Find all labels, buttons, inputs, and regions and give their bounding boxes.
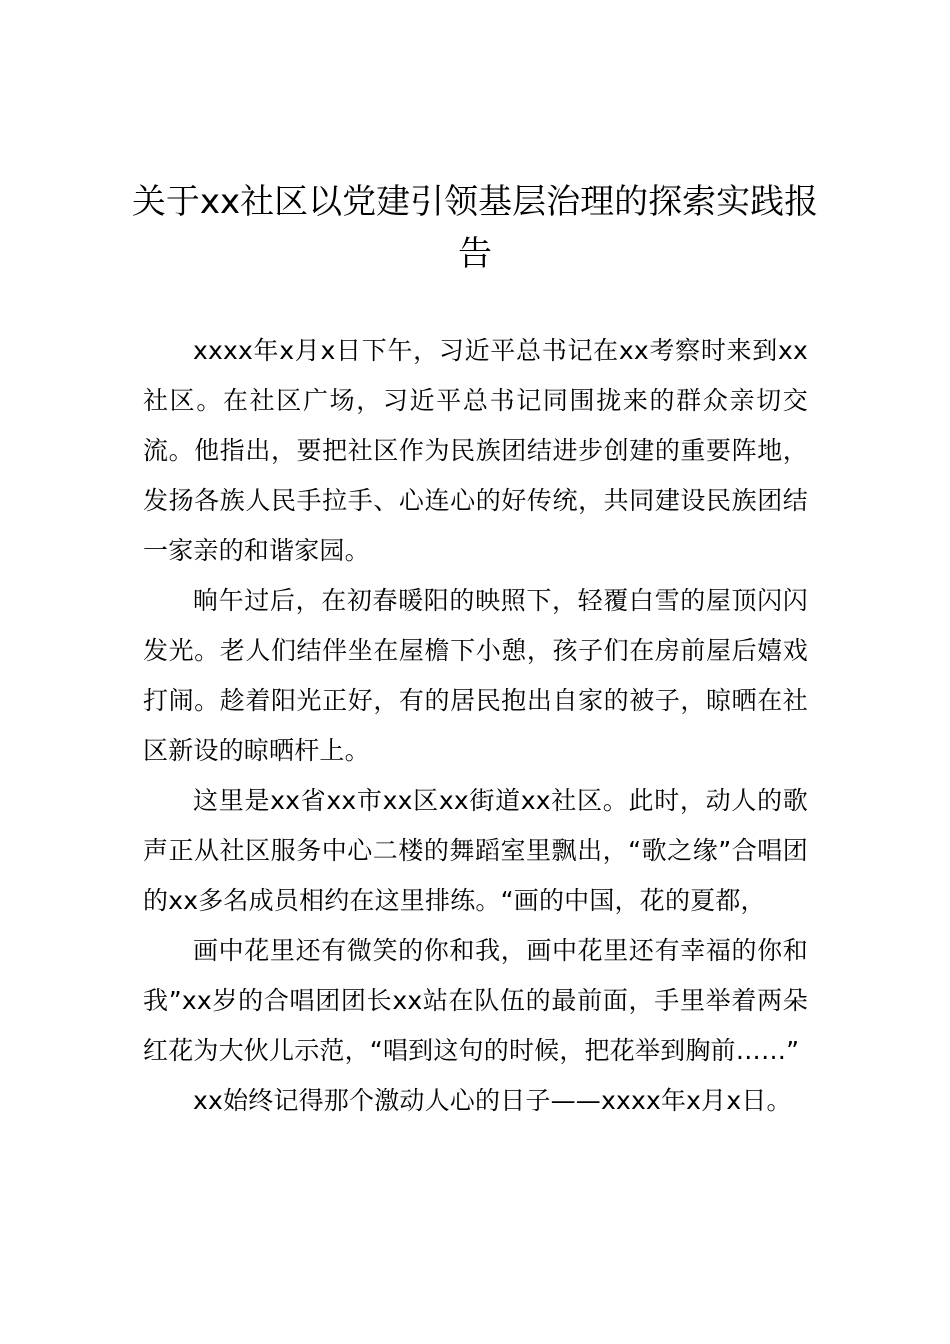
paragraph-1: xxxx年x月x日下午，习近平总书记在xx考察时来到xx社区。在社区广场，习近平总书记同围拢来的群众亲切交流。他指出，要把社区作为民族团结进步创建的重要阵地，发扬各族人民手拉手、心连心的好传统，共同建设民族团结一家亲的和谐家园。 xyxy=(143,336,808,565)
document-body xyxy=(143,326,808,1126)
document-title: 关于xx社区以党建引领基层治理的探索实践报告 xyxy=(131,182,819,274)
paragraph-2: 晌午过后，在初春暖阳的映照下，轻覆白雪的屋顶闪闪发光。老人们结伴坐在屋檐下小憩，孩子们在房前屋后嬉戏打闹。趁着阳光正好，有的居民抱出自家的被子，晾晒在社区新设的晾晒杆上。 xyxy=(143,586,808,765)
paragraph-5: xx始终记得那个激动人心的日子——xxxx年x月x日。 xyxy=(193,1086,792,1115)
paragraph-4: 画中花里还有微笑的你和我，画中花里还有幸福的你和我”xx岁的合唱团团长xx站在队伍的最前面，手里举着两朵红花为大伙儿示范，“唱到这句的时候，把花举到胸前……” xyxy=(143,936,808,1065)
paragraph-3: 这里是xx省xx市xx区xx街道xx社区。此时，动人的歌声正从社区服务中心二楼的舞蹈室里飘出，“歌之缘”合唱团的xx多名成员相约在这里排练。“画的中国，花的夏都， xyxy=(143,786,808,915)
